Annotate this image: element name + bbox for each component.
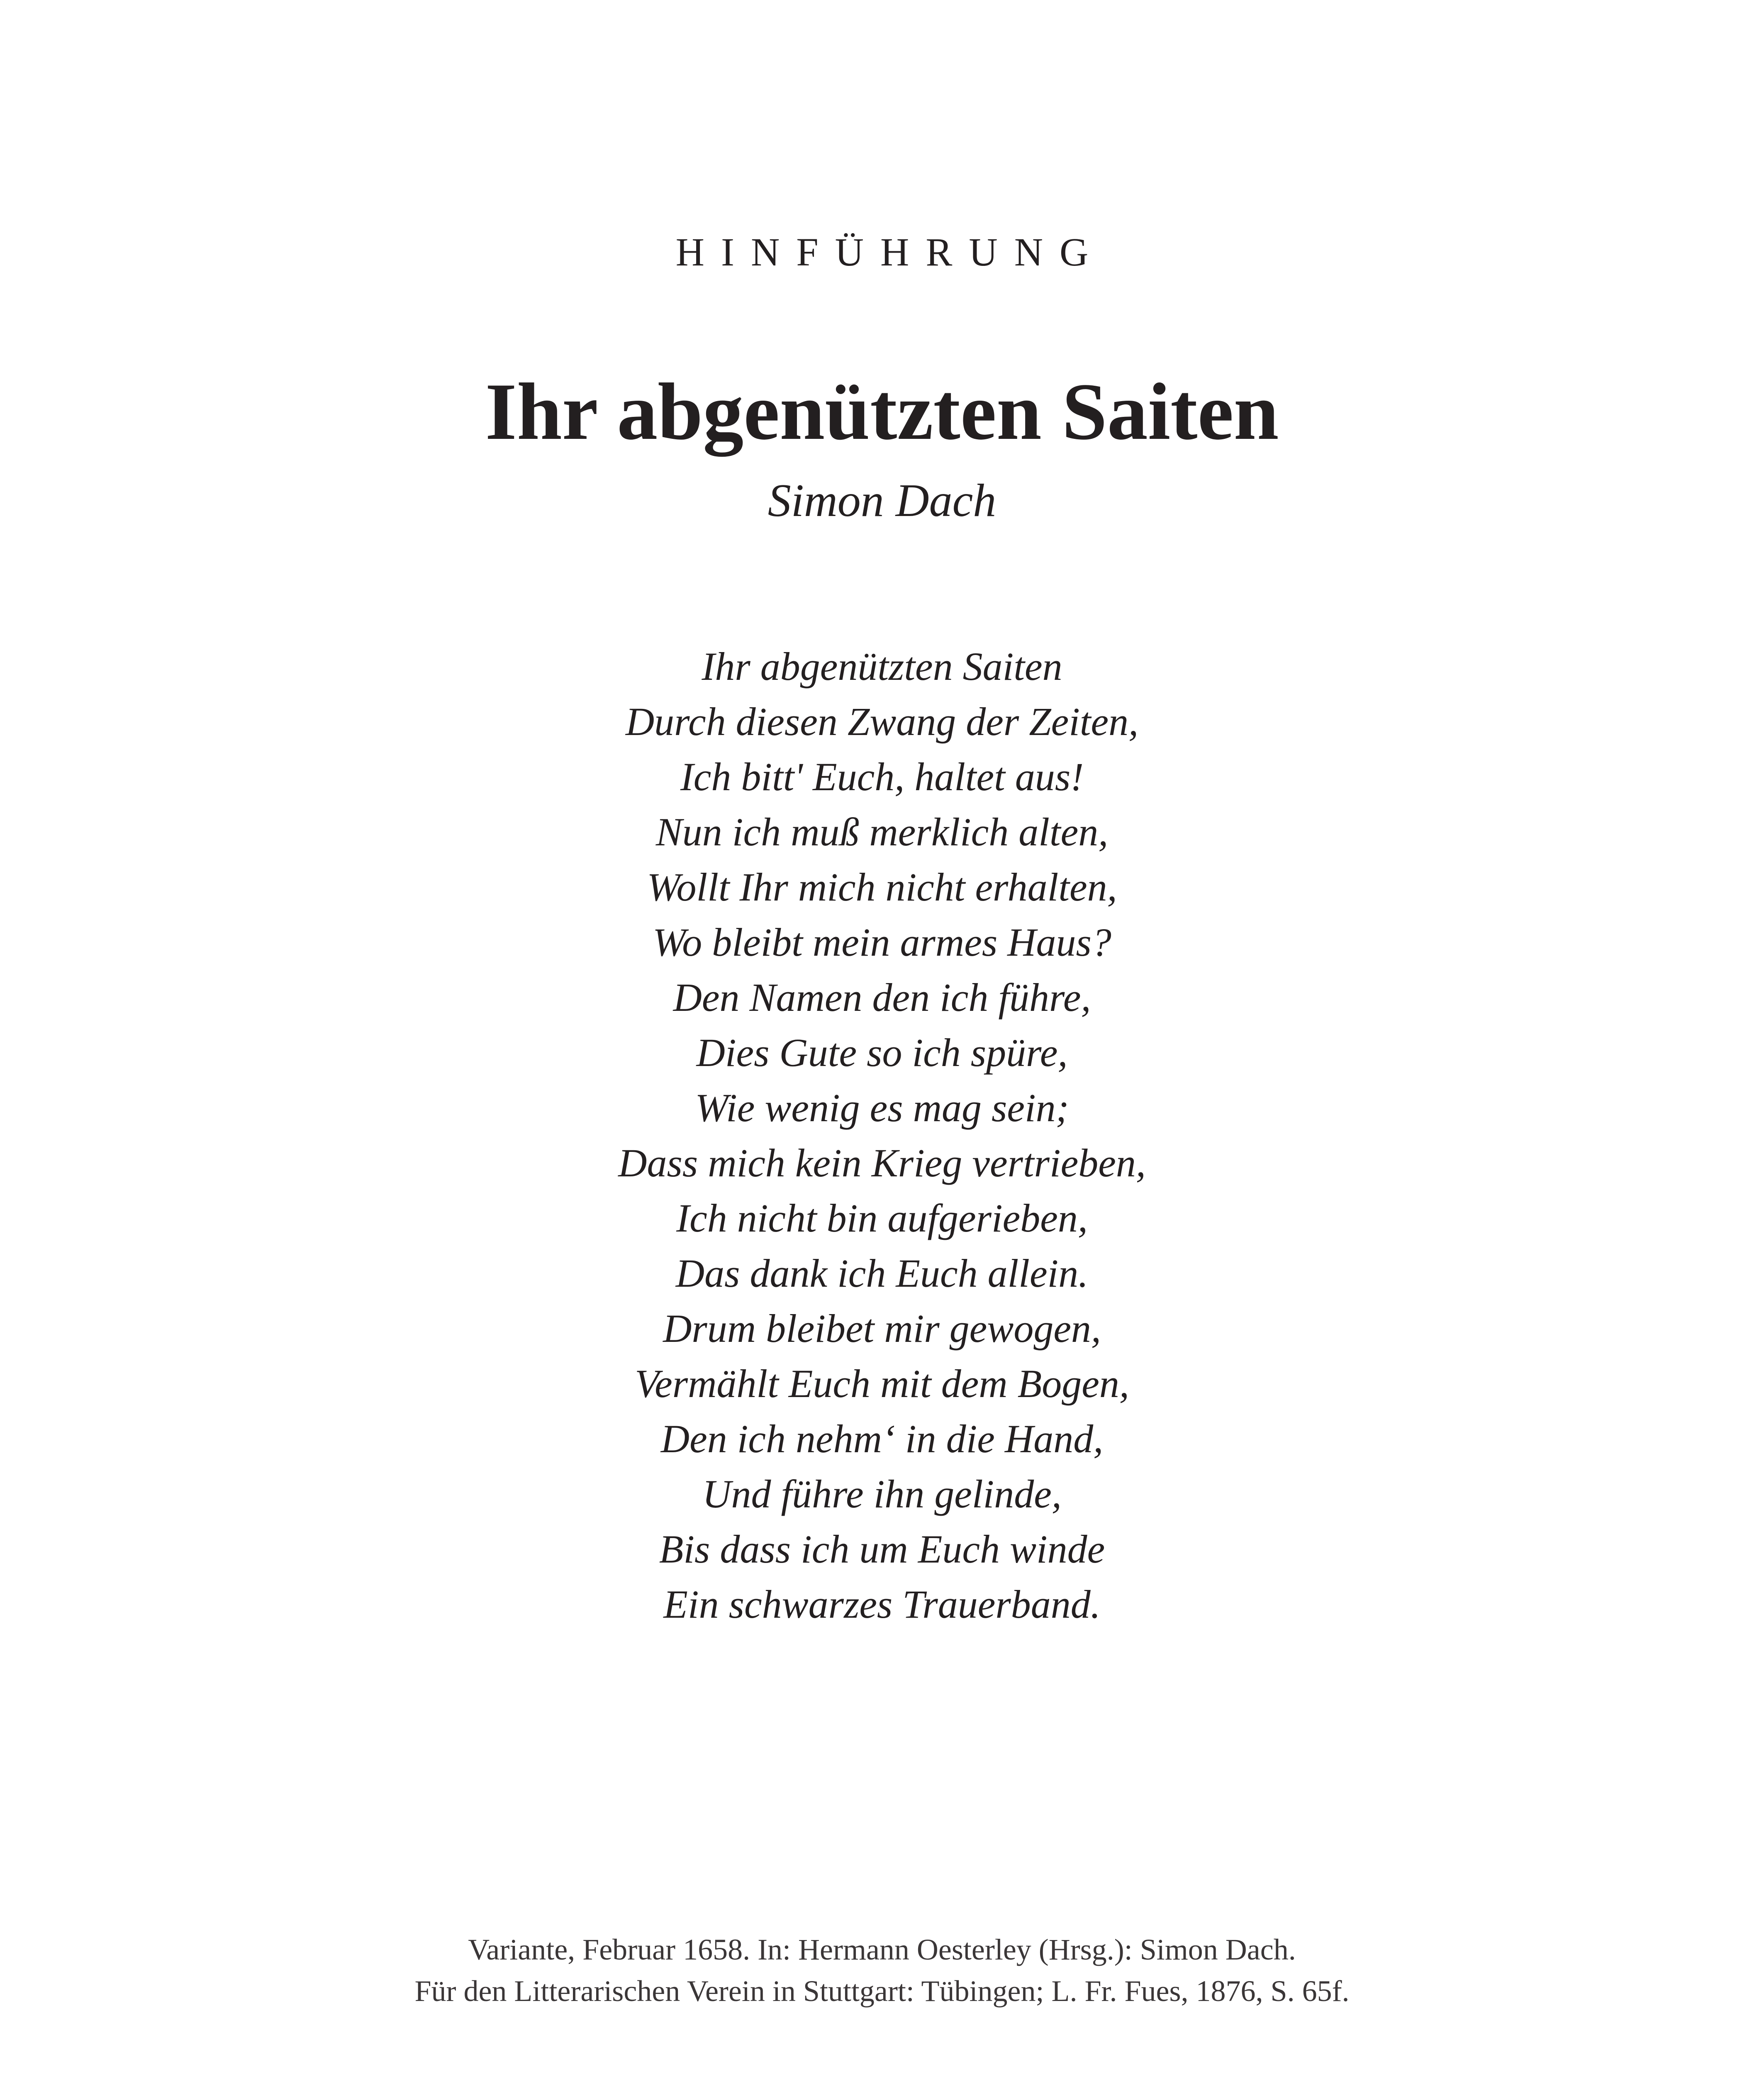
- poem-line: Wie wenig es mag sein;: [695, 1086, 1069, 1130]
- poem-line: Durch diesen Zwang der Zeiten,: [625, 699, 1139, 744]
- poem-title: Ihr abgenützten Saiten: [485, 367, 1279, 457]
- poem-line: Bis dass ich um Euch winde: [659, 1527, 1105, 1571]
- section-kicker: HINFÜHRUNG: [675, 230, 1105, 274]
- poem-line: Wo bleibt mein armes Haus?: [653, 920, 1111, 964]
- poem-line: Ihr abgenützten Saiten: [702, 644, 1062, 689]
- poem-body: [0, 639, 1764, 1632]
- poem-line: Wollt Ihr mich nicht erhalten,: [647, 865, 1117, 909]
- poem-line: Das dank ich Euch allein.: [675, 1251, 1089, 1295]
- poem-line: Drum bleibet mir gewogen,: [663, 1306, 1101, 1351]
- poem-author: Simon Dach: [767, 475, 997, 526]
- poem-line: Ein schwarzes Trauerband.: [663, 1582, 1101, 1626]
- source-line-2: Für den Litterarischen Verein in Stuttgart: Tübingen; L. Fr. Fues, 1876, S. 65f.: [414, 1974, 1350, 2008]
- poem-line: Dies Gute so ich spüre,: [696, 1030, 1068, 1075]
- poem-line: Und führe ihn gelinde,: [702, 1472, 1062, 1516]
- poem-line: Dass mich kein Krieg vertrieben,: [618, 1141, 1146, 1185]
- source-citation: [0, 1929, 1764, 2012]
- poem-line: Den ich nehm‘ in die Hand,: [660, 1417, 1104, 1461]
- poem-line: Nun ich muß merklich alten,: [655, 810, 1109, 854]
- source-line-1: Variante, Februar 1658. In: Hermann Oesterley (Hrsg.): Simon Dach.: [468, 1933, 1296, 1966]
- poem-line: Vermählt Euch mit dem Bogen,: [635, 1361, 1129, 1406]
- poem-line: Ich bitt' Euch, haltet aus!: [680, 755, 1084, 799]
- poem-line: Ich nicht bin aufgerieben,: [676, 1196, 1088, 1240]
- poem-line: Den Namen den ich führe,: [673, 975, 1091, 1020]
